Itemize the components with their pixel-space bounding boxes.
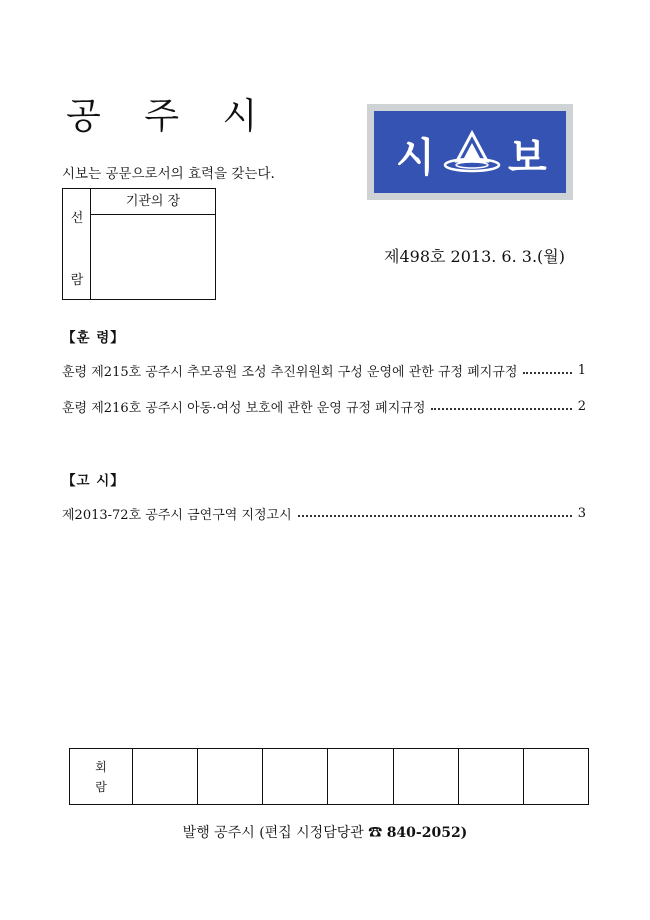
- section-heading-gosi: 【고 시】: [62, 473, 125, 489]
- logo-char-2: 보: [508, 135, 547, 181]
- review-sign-table: [69, 748, 589, 805]
- toc-leader-dots: [523, 372, 571, 374]
- toc-leader-dots: [298, 515, 572, 517]
- toc-item-title: 훈령 제215호 공주시 추모공원 조성 추진위원회 구성 운영에 관한 규정 폐지규정: [62, 364, 518, 380]
- circulation-label-top: 선: [70, 211, 84, 226]
- sign-cell[interactable]: [198, 749, 263, 805]
- water-drop-icon: [442, 127, 502, 179]
- review-label-top: 회: [95, 759, 107, 774]
- review-label-cell: [70, 749, 133, 805]
- circulation-label-bottom: 람: [70, 273, 84, 288]
- sign-cell[interactable]: [393, 749, 458, 805]
- circulation-label-column: [63, 189, 91, 299]
- toc-leader-dots: [431, 408, 571, 410]
- sign-cell[interactable]: [133, 749, 198, 805]
- sign-cell[interactable]: [458, 749, 523, 805]
- logo-panel: [374, 111, 566, 193]
- circulation-head: 기관의 장: [91, 189, 215, 215]
- issue-number: 제498호 2013. 6. 3.(월): [384, 247, 565, 266]
- review-label-bottom: 람: [95, 779, 107, 794]
- logo-char-1: 시: [396, 135, 435, 181]
- toc-item[interactable]: [62, 396, 586, 416]
- sign-cell[interactable]: [263, 749, 328, 805]
- publisher-footer: [0, 822, 650, 842]
- sign-cell[interactable]: [328, 749, 393, 805]
- toc-item-page: 1: [577, 362, 586, 378]
- page-title: 공 주 시: [66, 96, 274, 137]
- footer-phone: 840-2052): [386, 825, 468, 841]
- footer-text: 발행 공주시 (편집 시정담당관: [182, 825, 369, 841]
- toc-item[interactable]: [62, 360, 586, 380]
- toc-item-page: 3: [577, 505, 586, 521]
- toc-item-title: 훈령 제216호 공주시 아동·여성 보호에 관한 운영 규정 폐지규정: [62, 400, 426, 416]
- validity-notice: 시보는 공문으로서의 효력을 갖는다.: [62, 166, 275, 182]
- toc-item[interactable]: [62, 503, 586, 523]
- telephone-icon: ☎: [368, 825, 383, 841]
- sign-cell[interactable]: [523, 749, 588, 805]
- circulation-box: [62, 188, 216, 300]
- section-heading-hunryeong: 【훈 령】: [62, 330, 125, 346]
- toc-item-page: 2: [577, 398, 586, 414]
- sibo-logo: [367, 104, 573, 200]
- toc-item-title: 제2013-72호 공주시 금연구역 지정고시: [62, 507, 292, 523]
